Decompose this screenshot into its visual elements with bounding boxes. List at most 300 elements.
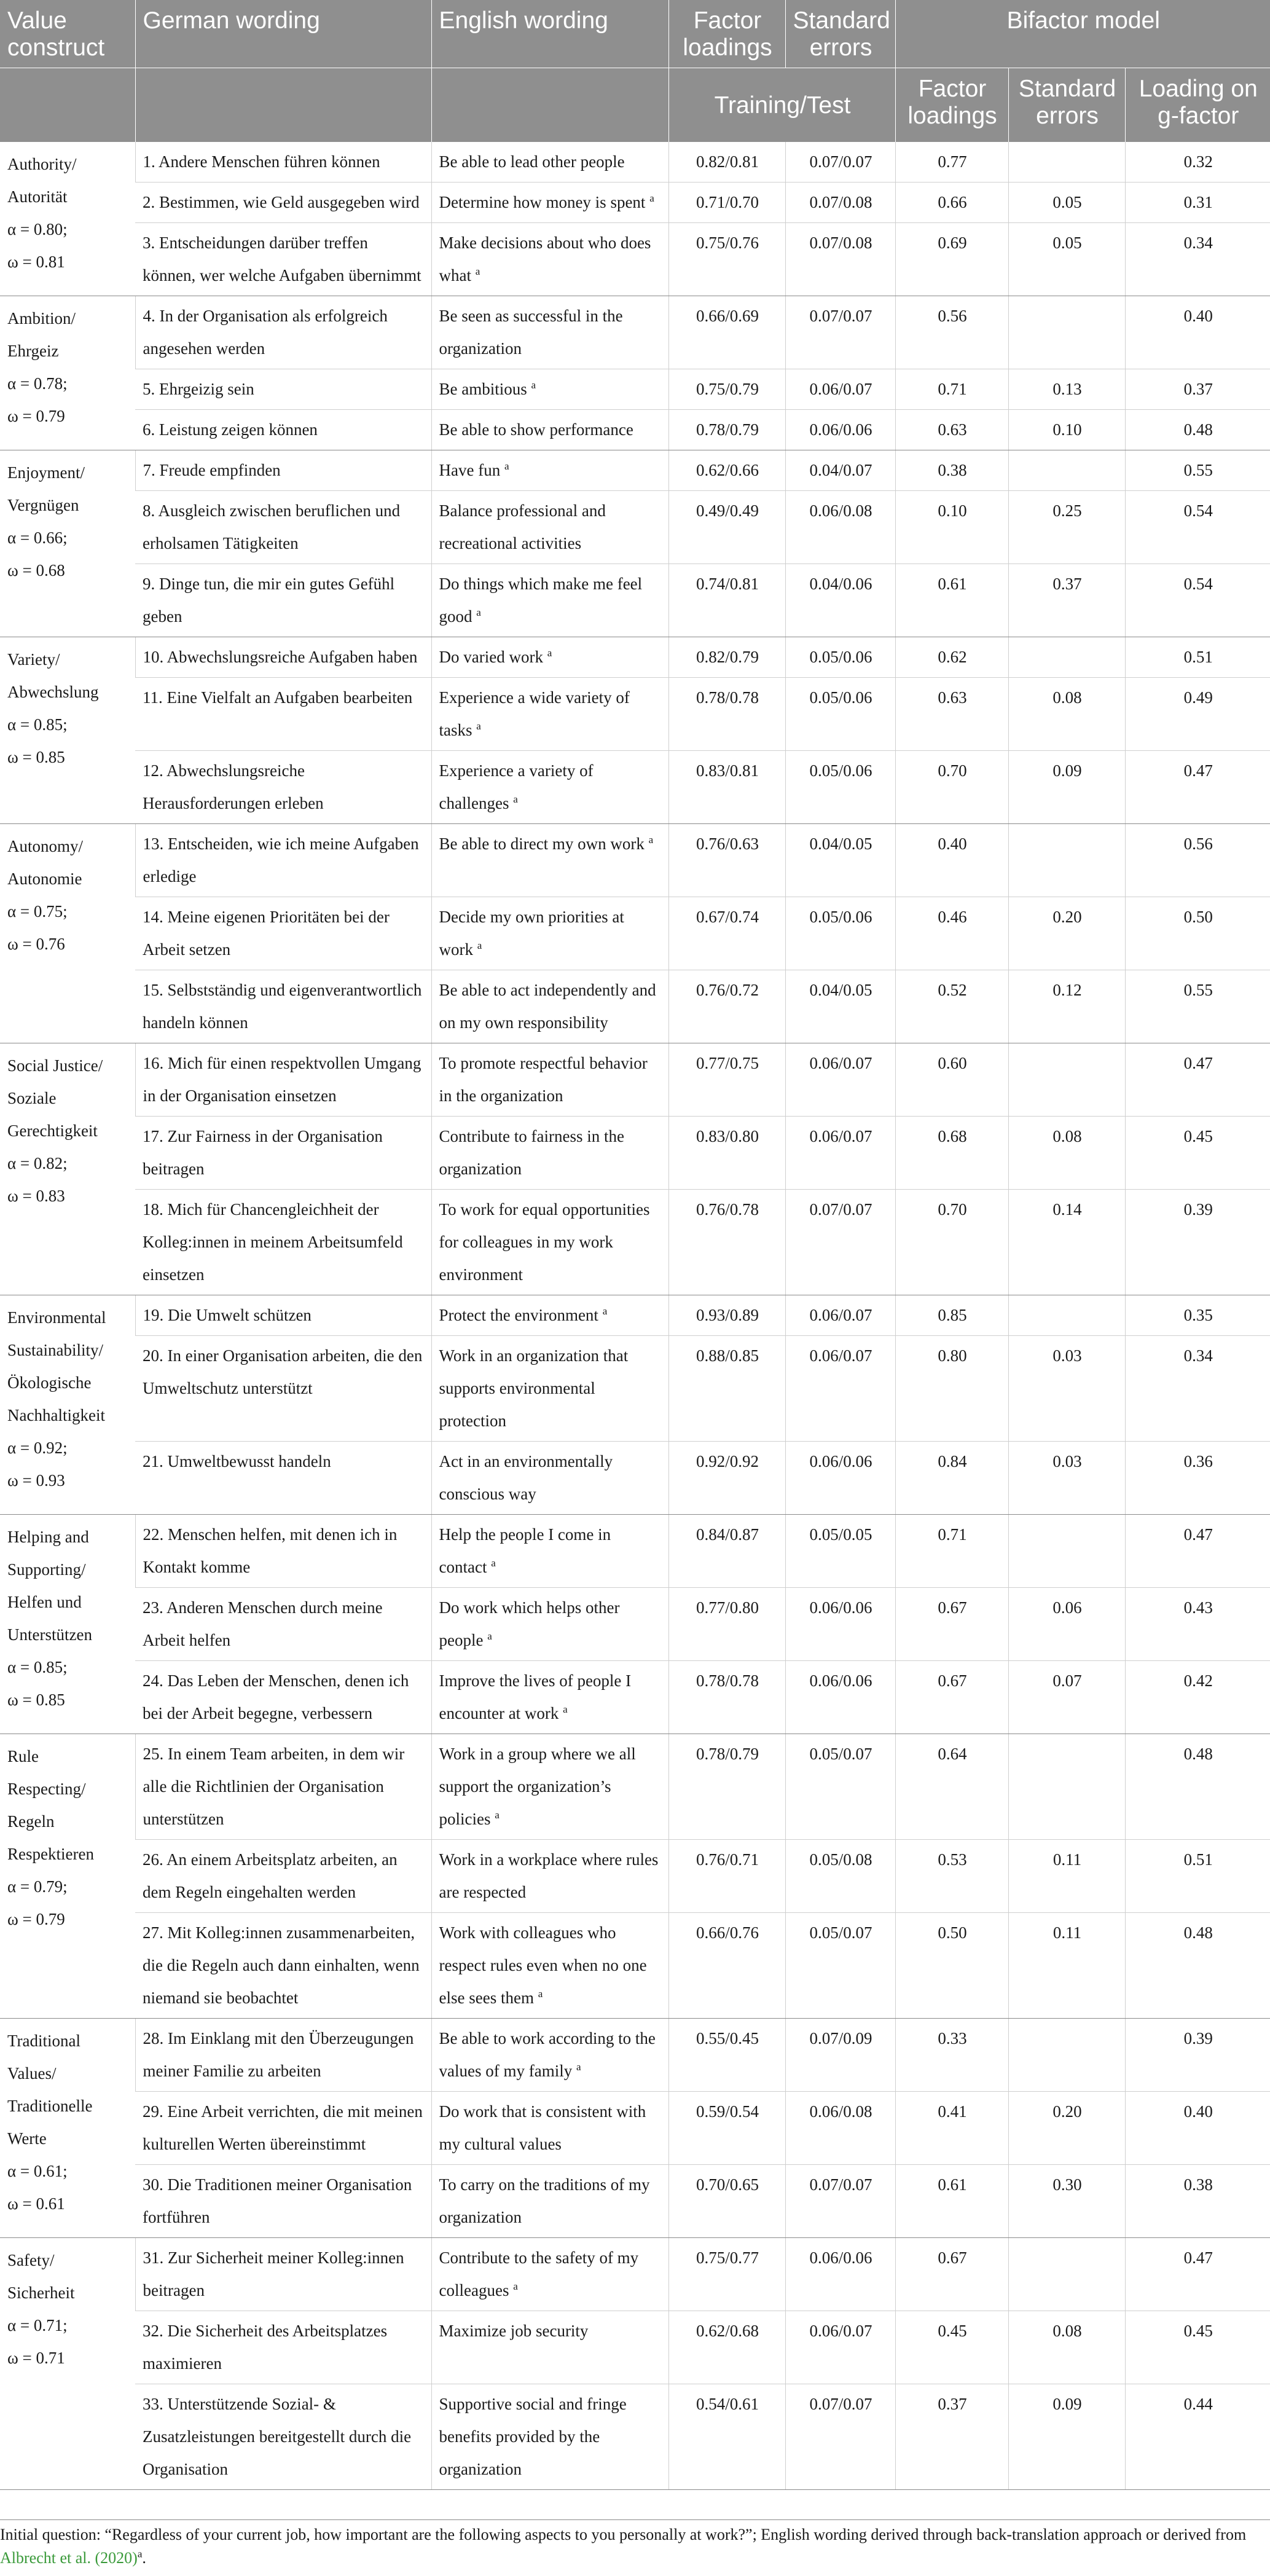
english-wording-text: Do things which make me feel good [439, 575, 643, 626]
standard-errors-cell [785, 1336, 895, 1442]
g-factor-loading-cell [1125, 2092, 1270, 2165]
german-wording-cell [135, 410, 431, 450]
bifactor-se-text: 0.06 [1052, 1598, 1082, 1617]
g-factor-loading-cell [1125, 1442, 1270, 1515]
factor-loadings-text: 0.77/0.75 [696, 1054, 759, 1072]
footnote-divider [0, 2519, 1270, 2520]
english-wording-cell [431, 1515, 668, 1588]
g-factor-loading-text: 0.45 [1183, 2322, 1213, 2340]
bifactor-loading-text: 0.38 [938, 461, 967, 479]
footnote-marker: a [495, 1809, 500, 1821]
table-row [0, 2165, 1270, 2238]
table-row [0, 1043, 1270, 1117]
bifactor-loading-text: 0.77 [938, 152, 967, 171]
footnote-citation-link[interactable]: Albrecht et al. (2020) [0, 2549, 138, 2567]
english-wording-cell [431, 450, 668, 491]
factor-loadings-cell [668, 1190, 785, 1295]
g-factor-loading-cell [1125, 142, 1270, 183]
german-wording-text: 4. In der Organisation als erfolgreich angesehen werden [143, 307, 388, 358]
standard-errors-cell [785, 678, 895, 751]
bifactor-loading-text: 0.61 [938, 2175, 967, 2194]
bifactor-se-text: 0.20 [1052, 2102, 1082, 2121]
english-wording-cell [431, 410, 668, 450]
german-wording-text: 28. Im Einklang mit den Überzeugungen meiner Familie zu arbeiten [143, 2029, 414, 2080]
factor-loadings-cell [668, 2238, 785, 2311]
construct-name-line: Autonomie [7, 870, 82, 888]
german-wording-cell [135, 223, 431, 296]
factor-loadings-text: 0.83/0.81 [696, 761, 759, 780]
standard-errors-text: 0.07/0.07 [809, 2395, 872, 2413]
bifactor-loading-text: 0.71 [938, 1525, 967, 1544]
bifactor-loading-cell [895, 1588, 1008, 1661]
bifactor-loading-text: 0.85 [938, 1306, 967, 1324]
construct-name-line: Enjoyment/ [7, 463, 85, 482]
factor-loadings-text: 0.92/0.92 [696, 1452, 759, 1471]
construct-name-line: Supporting/ [7, 1560, 86, 1579]
bifactor-se-text: 0.12 [1052, 981, 1082, 999]
g-factor-loading-cell [1125, 1913, 1270, 2019]
g-factor-loading-cell [1125, 2311, 1270, 2384]
bifactor-loading-cell [895, 142, 1008, 183]
standard-errors-text: 0.05/0.06 [809, 908, 872, 926]
g-factor-loading-text: 0.55 [1183, 461, 1213, 479]
factor-loadings-cell [668, 897, 785, 970]
value-construct-cell [0, 450, 135, 637]
construct-name-line: Regeln [7, 1812, 55, 1831]
bifactor-se-cell [1008, 897, 1125, 970]
factor-loadings-text: 0.66/0.69 [696, 307, 759, 325]
german-wording-cell [135, 1515, 431, 1588]
english-wording-cell [431, 2311, 668, 2384]
german-wording-text: 2. Bestimmen, wie Geld ausgegeben wird [143, 193, 420, 211]
construct-name-line: Unterstützen [7, 1625, 92, 1644]
bifactor-loading-cell [895, 491, 1008, 564]
bifactor-loading-text: 0.67 [938, 1598, 967, 1617]
standard-errors-cell [785, 223, 895, 296]
bifactor-se-cell [1008, 1043, 1125, 1117]
footnote-marker: a [576, 2061, 581, 2073]
bifactor-se-cell [1008, 1190, 1125, 1295]
bifactor-se-text: 0.05 [1052, 193, 1082, 211]
factor-loadings-cell [668, 183, 785, 223]
value-construct-cell [0, 1295, 135, 1515]
standard-errors-text: 0.07/0.08 [809, 234, 872, 252]
g-factor-loading-cell [1125, 223, 1270, 296]
g-factor-loading-text: 0.36 [1183, 1452, 1213, 1471]
footnote-marker: a [475, 265, 480, 277]
factor-loadings-cell [668, 1043, 785, 1117]
standard-errors-cell [785, 1442, 895, 1515]
english-wording-text: Experience a variety of challenges [439, 761, 594, 812]
english-wording-cell [431, 751, 668, 824]
bifactor-se-cell [1008, 491, 1125, 564]
german-wording-text: 27. Mit Kolleg:innen zusammenarbeiten, die die Regeln auch dann einhalten, wenn niemand sie beobachtet [143, 1923, 420, 2007]
german-wording-text: 31. Zur Sicherheit meiner Kolleg:innen beitragen [143, 2248, 404, 2299]
standard-errors-cell [785, 1661, 895, 1734]
bifactor-loading-text: 0.61 [938, 575, 967, 593]
table-row [0, 564, 1270, 637]
factor-loadings-cell [668, 824, 785, 897]
bifactor-se-cell [1008, 296, 1125, 369]
factor-loadings-cell [668, 1734, 785, 1840]
standard-errors-cell [785, 491, 895, 564]
value-construct-cell [0, 2238, 135, 2490]
standard-errors-cell [785, 369, 895, 410]
german-wording-cell [135, 1442, 431, 1515]
g-factor-loading-cell [1125, 1336, 1270, 1442]
table-row [0, 2019, 1270, 2092]
bifactor-se-cell [1008, 142, 1125, 183]
german-wording-text: 18. Mich für Chancengleichheit der Kolleg:innen in meinem Arbeitsumfeld einsetzen [143, 1200, 403, 1284]
g-factor-loading-cell [1125, 637, 1270, 678]
bifactor-loading-cell [895, 1336, 1008, 1442]
g-factor-loading-text: 0.48 [1183, 420, 1213, 439]
german-wording-cell [135, 1661, 431, 1734]
bifactor-se-text: 0.37 [1052, 575, 1082, 593]
bifactor-loading-text: 0.46 [938, 908, 967, 926]
bifactor-loading-cell [895, 410, 1008, 450]
g-factor-loading-cell [1125, 1588, 1270, 1661]
footnote-marker: a [491, 1557, 496, 1569]
g-factor-loading-cell [1125, 183, 1270, 223]
german-wording-cell [135, 897, 431, 970]
g-factor-loading-cell [1125, 491, 1270, 564]
bifactor-se-text: 0.11 [1052, 1850, 1082, 1869]
bifactor-se-cell [1008, 1442, 1125, 1515]
english-wording-cell [431, 296, 668, 369]
english-wording-text: To carry on the traditions of my organization [439, 2175, 650, 2226]
g-factor-loading-text: 0.51 [1183, 648, 1213, 666]
table-row [0, 410, 1270, 450]
factor-loadings-text: 0.88/0.85 [696, 1346, 759, 1365]
footnote-end: . [142, 2549, 146, 2567]
english-wording-cell [431, 1913, 668, 2019]
factor-loadings-cell [668, 1515, 785, 1588]
english-wording-cell [431, 1295, 668, 1336]
bifactor-loading-cell [895, 1734, 1008, 1840]
factor-loadings-text: 0.55/0.45 [696, 2029, 759, 2048]
german-wording-cell [135, 1190, 431, 1295]
g-factor-loading-cell [1125, 1043, 1270, 1117]
construct-name-line: Traditional [7, 2032, 81, 2050]
table-row [0, 2311, 1270, 2384]
german-wording-text: 33. Unterstützende Sozial- & Zusatzleistungen bereitgestellt durch die Organisation [143, 2395, 412, 2478]
standard-errors-text: 0.07/0.07 [809, 2175, 872, 2194]
bifactor-se-cell [1008, 678, 1125, 751]
standard-errors-text: 0.06/0.07 [809, 2322, 872, 2340]
standard-errors-text: 0.06/0.06 [809, 1598, 872, 1617]
german-wording-text: 20. In einer Organisation arbeiten, die den Umweltschutz unterstützt [143, 1346, 423, 1397]
bifactor-loading-cell [895, 1043, 1008, 1117]
bifactor-se-cell [1008, 751, 1125, 824]
bifactor-loading-cell [895, 1913, 1008, 2019]
english-wording-cell [431, 678, 668, 751]
bifactor-se-cell [1008, 1734, 1125, 1840]
german-wording-cell [135, 637, 431, 678]
construct-name-line: Traditionelle [7, 2097, 93, 2115]
factor-loadings-cell [668, 2019, 785, 2092]
table-row [0, 296, 1270, 369]
german-wording-cell [135, 1913, 431, 2019]
header-german-wording: German wording [135, 0, 431, 68]
german-wording-cell [135, 2238, 431, 2311]
standard-errors-cell [785, 1295, 895, 1336]
bifactor-loading-text: 0.69 [938, 234, 967, 252]
factor-loadings-text: 0.75/0.77 [696, 2248, 759, 2267]
english-wording-cell [431, 1442, 668, 1515]
standard-errors-text: 0.05/0.08 [809, 1850, 872, 1869]
english-wording-text: Maximize job security [439, 2322, 589, 2340]
footnote-marker: a [476, 607, 481, 618]
bifactor-loading-cell [895, 2165, 1008, 2238]
standard-errors-text: 0.07/0.08 [809, 193, 872, 211]
factor-loadings-text: 0.93/0.89 [696, 1306, 759, 1324]
german-wording-text: 32. Die Sicherheit des Arbeitsplatzes maximieren [143, 2322, 388, 2373]
english-wording-cell [431, 2092, 668, 2165]
german-wording-cell [135, 678, 431, 751]
bifactor-loading-text: 0.33 [938, 2029, 967, 2048]
bifactor-loading-cell [895, 223, 1008, 296]
table-row [0, 824, 1270, 897]
construct-omega: ω = 0.85 [7, 748, 65, 766]
construct-omega: ω = 0.81 [7, 253, 65, 271]
factor-loadings-cell [668, 410, 785, 450]
g-factor-loading-text: 0.47 [1183, 1525, 1213, 1544]
english-wording-text: Decide my own priorities at work [439, 908, 624, 959]
table-row [0, 1515, 1270, 1588]
factor-loadings-cell [668, 2311, 785, 2384]
english-wording-text: Work in a group where we all support the organization’s policies [439, 1745, 636, 1828]
german-wording-text: 24. Das Leben der Menschen, denen ich bei der Arbeit begegne, verbessern [143, 1671, 409, 1722]
footnote-marker: a [531, 379, 536, 391]
bifactor-loading-text: 0.67 [938, 1671, 967, 1690]
bifactor-loading-cell [895, 1661, 1008, 1734]
bifactor-se-cell [1008, 450, 1125, 491]
construct-alpha: α = 0.75; [7, 902, 68, 921]
g-factor-loading-cell [1125, 824, 1270, 897]
g-factor-loading-cell [1125, 678, 1270, 751]
factor-loadings-text: 0.75/0.79 [696, 380, 759, 398]
bifactor-loading-text: 0.67 [938, 2248, 967, 2267]
construct-alpha: α = 0.85; [7, 1658, 68, 1676]
table-row [0, 1442, 1270, 1515]
bifactor-se-cell [1008, 1295, 1125, 1336]
header-bifactor-model: Bifactor model [895, 0, 1270, 68]
construct-name-line: Sicherheit [7, 2283, 75, 2302]
table-row [0, 678, 1270, 751]
factor-loadings-cell [668, 142, 785, 183]
construct-omega: ω = 0.85 [7, 1690, 65, 1709]
factor-loadings-cell [668, 751, 785, 824]
standard-errors-cell [785, 142, 895, 183]
standard-errors-text: 0.06/0.07 [809, 1054, 872, 1072]
standard-errors-text: 0.05/0.06 [809, 688, 872, 707]
german-wording-text: 12. Abwechslungsreiche Herausforderungen erleben [143, 761, 324, 812]
english-wording-cell [431, 1588, 668, 1661]
bifactor-loading-text: 0.70 [938, 1200, 967, 1219]
bifactor-loading-cell [895, 637, 1008, 678]
standard-errors-text: 0.04/0.06 [809, 575, 872, 593]
factor-loadings-text: 0.78/0.78 [696, 688, 759, 707]
construct-alpha: α = 0.78; [7, 374, 68, 393]
factor-loadings-text: 0.71/0.70 [696, 193, 759, 211]
bifactor-se-text: 0.08 [1052, 2322, 1082, 2340]
standard-errors-cell [785, 1043, 895, 1117]
factor-loadings-text: 0.78/0.79 [696, 1745, 759, 1763]
table-row [0, 1913, 1270, 2019]
german-wording-cell [135, 1840, 431, 1913]
factor-loadings-text: 0.76/0.78 [696, 1200, 759, 1219]
standard-errors-text: 0.04/0.05 [809, 981, 872, 999]
bifactor-se-text: 0.09 [1052, 2395, 1082, 2413]
bifactor-loading-text: 0.63 [938, 688, 967, 707]
german-wording-cell [135, 2019, 431, 2092]
english-wording-cell [431, 369, 668, 410]
factor-loadings-text: 0.75/0.76 [696, 234, 759, 252]
bifactor-loading-cell [895, 564, 1008, 637]
table-row [0, 1295, 1270, 1336]
factor-loadings-cell [668, 223, 785, 296]
bifactor-se-text: 0.09 [1052, 761, 1082, 780]
header-english-wording: English wording [431, 0, 668, 68]
english-wording-cell [431, 1840, 668, 1913]
standard-errors-text: 0.06/0.06 [809, 2248, 872, 2267]
bifactor-loading-cell [895, 2384, 1008, 2490]
factor-loadings-text: 0.70/0.65 [696, 2175, 759, 2194]
header-training-test: Training/Test [668, 68, 895, 143]
g-factor-loading-text: 0.40 [1183, 307, 1213, 325]
table-row [0, 450, 1270, 491]
construct-name-line: Nachhaltigkeit [7, 1406, 105, 1424]
construct-name-line: Respecting/ [7, 1780, 86, 1798]
standard-errors-cell [785, 1913, 895, 2019]
construct-omega: ω = 0.71 [7, 2349, 65, 2367]
german-wording-text: 30. Die Traditionen meiner Organisation fortführen [143, 2175, 412, 2226]
bifactor-se-text: 0.08 [1052, 1127, 1082, 1145]
standard-errors-cell [785, 2238, 895, 2311]
bifactor-se-cell [1008, 637, 1125, 678]
bifactor-se-cell [1008, 1515, 1125, 1588]
german-wording-cell [135, 1734, 431, 1840]
table-row [0, 1588, 1270, 1661]
standard-errors-text: 0.05/0.06 [809, 761, 872, 780]
german-wording-cell [135, 491, 431, 564]
bifactor-loading-cell [895, 1515, 1008, 1588]
factor-loadings-cell [668, 1295, 785, 1336]
g-factor-loading-text: 0.37 [1183, 380, 1213, 398]
bifactor-se-cell [1008, 2384, 1125, 2490]
construct-name-line: Rule [7, 1747, 39, 1765]
bifactor-se-text: 0.30 [1052, 2175, 1082, 2194]
value-construct-cell [0, 824, 135, 1043]
english-wording-cell [431, 2384, 668, 2490]
bifactor-se-text: 0.10 [1052, 420, 1082, 439]
value-construct-cell [0, 1515, 135, 1734]
bifactor-loading-cell [895, 1190, 1008, 1295]
english-wording-cell [431, 2165, 668, 2238]
table-row [0, 1190, 1270, 1295]
bifactor-se-text: 0.08 [1052, 688, 1082, 707]
table-row [0, 369, 1270, 410]
standard-errors-cell [785, 897, 895, 970]
bifactor-loading-text: 0.84 [938, 1452, 967, 1471]
g-factor-loading-text: 0.54 [1183, 501, 1213, 520]
bifactor-loading-cell [895, 2019, 1008, 2092]
table-row [0, 751, 1270, 824]
bifactor-se-cell [1008, 2092, 1125, 2165]
bifactor-loading-text: 0.71 [938, 380, 967, 398]
standard-errors-text: 0.06/0.07 [809, 1306, 872, 1324]
german-wording-cell [135, 2384, 431, 2490]
standard-errors-text: 0.06/0.07 [809, 380, 872, 398]
construct-omega: ω = 0.79 [7, 1910, 65, 1928]
construct-name-line: Sustainability/ [7, 1341, 104, 1359]
factor-loadings-cell [668, 1661, 785, 1734]
bifactor-loading-cell [895, 678, 1008, 751]
bifactor-se-text: 0.11 [1052, 1923, 1082, 1942]
german-wording-text: 16. Mich für einen respektvollen Umgang in der Organisation einsetzen [143, 1054, 421, 1105]
bifactor-se-cell [1008, 1336, 1125, 1442]
standard-errors-cell [785, 1190, 895, 1295]
value-construct-cell [0, 637, 135, 824]
english-wording-cell [431, 183, 668, 223]
bifactor-loading-cell [895, 2311, 1008, 2384]
table-row [0, 970, 1270, 1043]
german-wording-text: 3. Entscheidungen darüber treffen können, wer welche Aufgaben übernimmt [143, 234, 421, 285]
german-wording-text: 1. Andere Menschen führen können [143, 152, 380, 171]
standard-errors-cell [785, 2311, 895, 2384]
g-factor-loading-text: 0.47 [1183, 1054, 1213, 1072]
english-wording-text: Make decisions about who does what [439, 234, 651, 285]
bifactor-loading-cell [895, 824, 1008, 897]
standard-errors-text: 0.07/0.07 [809, 307, 872, 325]
construct-name-line: Autorität [7, 187, 68, 206]
german-wording-text: 29. Eine Arbeit verrichten, die mit meinen kulturellen Werten übereinstimmt [143, 2102, 423, 2153]
bifactor-se-cell [1008, 2019, 1125, 2092]
english-wording-text: Improve the lives of people I encounter at work [439, 1671, 632, 1722]
german-wording-text: 22. Menschen helfen, mit denen ich in Kontakt komme [143, 1525, 398, 1576]
footnote-marker: a [477, 940, 482, 951]
german-wording-cell [135, 1588, 431, 1661]
factor-loadings-text: 0.49/0.49 [696, 501, 759, 520]
construct-alpha: α = 0.82; [7, 1154, 68, 1172]
bifactor-se-cell [1008, 2238, 1125, 2311]
table-header [0, 0, 1270, 142]
english-wording-cell [431, 1734, 668, 1840]
factor-loadings-cell [668, 564, 785, 637]
bifactor-se-cell [1008, 1913, 1125, 2019]
value-construct-cell [0, 2019, 135, 2238]
english-wording-text: Help the people I come in contact [439, 1525, 611, 1576]
construct-name-line: Helping and [7, 1528, 89, 1546]
g-factor-loading-cell [1125, 2238, 1270, 2311]
german-wording-text: 14. Meine eigenen Prioritäten bei der Arbeit setzen [143, 908, 390, 959]
english-wording-text: Be able to act independently and on my own responsibility [439, 981, 656, 1032]
bifactor-se-cell [1008, 2311, 1125, 2384]
construct-alpha: α = 0.85; [7, 715, 68, 734]
g-factor-loading-text: 0.32 [1183, 152, 1213, 171]
table-body [0, 142, 1270, 2490]
g-factor-loading-cell [1125, 751, 1270, 824]
footnote-marker: a [476, 720, 481, 732]
english-wording-text: Determine how money is spent [439, 193, 646, 211]
factor-loadings-cell [668, 678, 785, 751]
factor-loadings-cell [668, 970, 785, 1043]
factor-loadings-cell [668, 1336, 785, 1442]
factor-loadings-text: 0.84/0.87 [696, 1525, 759, 1544]
bifactor-se-cell [1008, 2165, 1125, 2238]
g-factor-loading-cell [1125, 1190, 1270, 1295]
